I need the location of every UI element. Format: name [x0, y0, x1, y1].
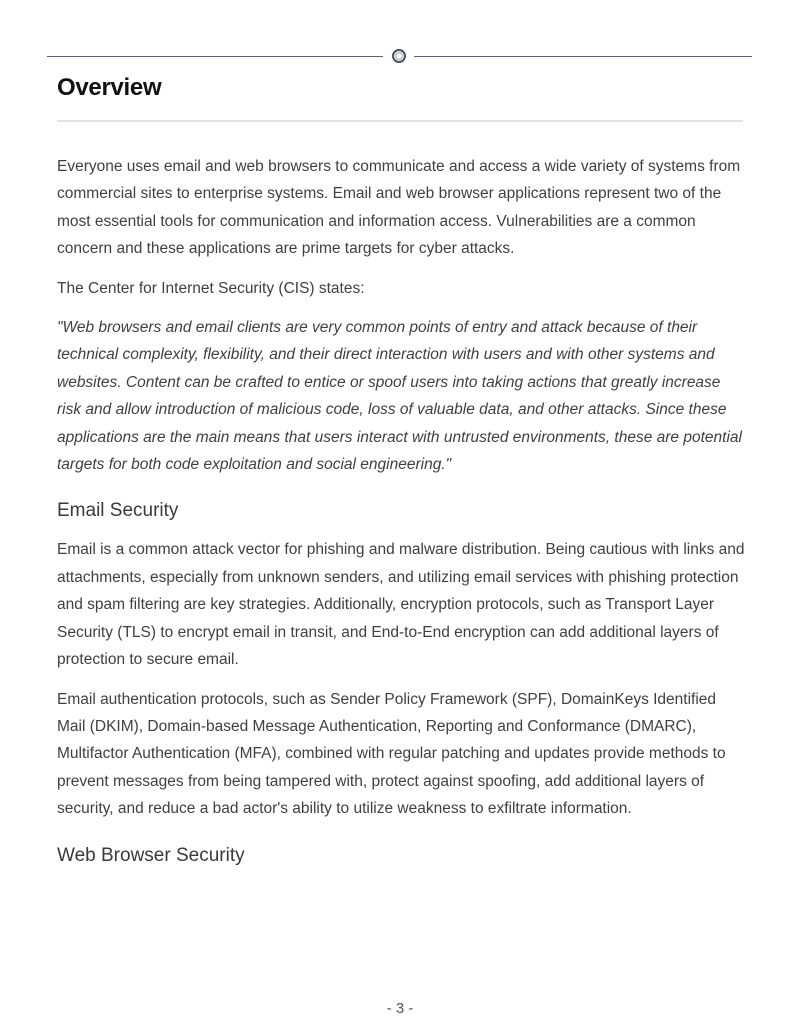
ring-ornament-icon — [389, 46, 409, 66]
page-title: Overview — [57, 74, 162, 101]
page-number: - 3 - — [386, 1000, 414, 1017]
title-underline — [57, 120, 743, 122]
email-security-paragraph: Email is a common attack vector for phishing and malware distribution. Being cautious with links and attachments, especially from unknown senders, and utilizing email services with phishing protection and spam filtering are key strategies. Additionally, encryption protocols, such as Transport Layer Security (TLS) to encrypt email in transit, and End-to-End encryption can add additional layers of protection to secure email. — [57, 541, 745, 669]
cis-lead-in: The Center for Internet Security (CIS) states: — [57, 279, 365, 297]
intro-paragraph: Everyone uses email and web browsers to communicate and access a wide variety of systems from commercial sites to enterprise systems. Email and web browser applications represent two of the most essential tools for communication and information access. Vulnerabilities are a common concern and these applications are prime targets for cyber attacks. — [57, 158, 741, 258]
page-body — [57, 153, 747, 881]
header-rule-left — [47, 56, 383, 57]
email-security-heading: Email Security — [57, 500, 179, 522]
header-rule-right — [414, 56, 752, 57]
email-authentication-paragraph: Email authentication protocols, such as Sender Policy Framework (SPF), DomainKeys Identified Mail (DKIM), Domain-based Message Authentication, Reporting and Conformance (DMARC), Multifactor Authentication (MFA), combined with regular patching and updates provide methods to prevent messages from being tampered with, protect against spoofing, add additional layers of security, and reduce a bad actor's ability to utilize weakness to exfiltrate information. — [57, 690, 726, 818]
web-browser-security-heading: Web Browser Security — [57, 844, 245, 866]
cis-quote: "Web browsers and email clients are very common points of entry and attack because of their technical complexity, flexibility, and their direct interaction with users and with other systems and websites. Content can be crafted to entice or spoof users into taking actions that greatly increase risk and allow introduction of malicious code, loss of valuable data, and other attacks. Since these applications are the main means that users interact with untrusted environments, these are potential targets for both code exploitation and social engineering." — [57, 319, 742, 474]
